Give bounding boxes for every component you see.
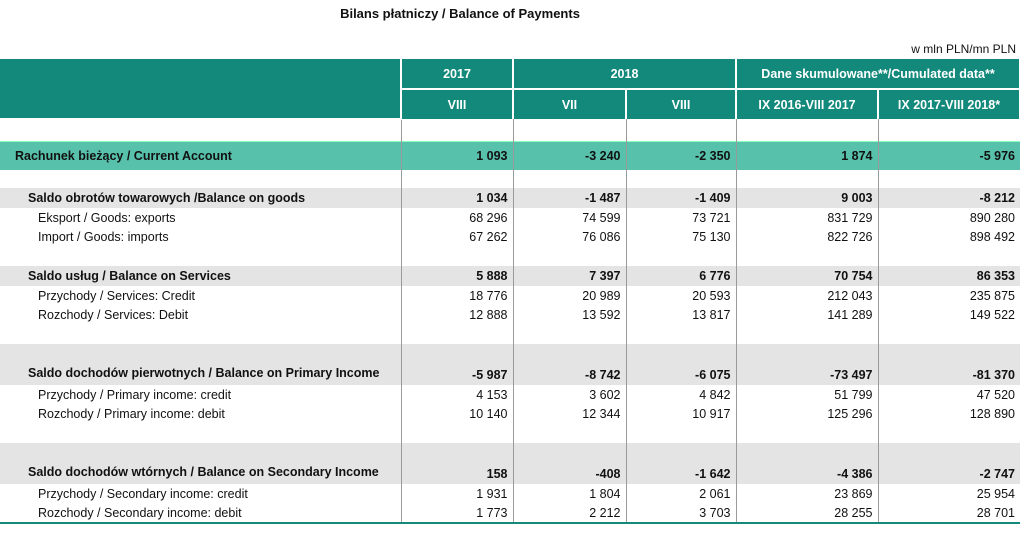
balance-of-payments-table <box>0 59 1021 524</box>
cell-value: 74 599 <box>513 208 626 227</box>
cell-value: 158 <box>401 443 513 484</box>
cell-value: -1 642 <box>626 443 736 484</box>
row-label: Przychody / Secondary income: credit <box>38 486 248 501</box>
cell-value: -2 350 <box>626 142 736 171</box>
spacer-row <box>0 246 1020 266</box>
header-corner <box>0 59 401 119</box>
cell-value: 3 703 <box>626 503 736 523</box>
cell-value: 18 776 <box>401 286 513 305</box>
cell-value: 73 721 <box>626 208 736 227</box>
row-label: Import / Goods: imports <box>38 229 169 244</box>
row-label: Rozchody / Services: Debit <box>38 307 189 322</box>
table-row-secondary-income <box>0 443 1020 484</box>
cell-value: 890 280 <box>878 208 1020 227</box>
cell-value: 1 034 <box>401 188 513 208</box>
cell-value: 25 954 <box>878 484 1020 503</box>
cell-value: 67 262 <box>401 227 513 246</box>
cell-value: -5 976 <box>878 142 1020 171</box>
cell-value: 75 130 <box>626 227 736 246</box>
cell-value: 76 086 <box>513 227 626 246</box>
cell-value: -408 <box>513 443 626 484</box>
cell-value: 822 726 <box>736 227 878 246</box>
table-row-goods <box>0 188 1020 208</box>
row-label: Przychody / Primary income: credit <box>38 387 232 402</box>
cell-value: 28 255 <box>736 503 878 523</box>
header-sub-col4: IX 2016-VIII 2017 <box>736 89 878 119</box>
header-sub-col1: VIII <box>401 89 513 119</box>
table-row-goods-exports <box>0 208 1020 227</box>
cell-value: -8 212 <box>878 188 1020 208</box>
cell-value: 2 212 <box>513 503 626 523</box>
cell-value: 3 602 <box>513 385 626 404</box>
cell-value: 831 729 <box>736 208 878 227</box>
cell-value: -2 747 <box>878 443 1020 484</box>
cell-value: 149 522 <box>878 305 1020 324</box>
cell-value: 86 353 <box>878 266 1020 286</box>
spacer-row <box>0 324 1020 344</box>
cell-value: 7 397 <box>513 266 626 286</box>
row-label: Saldo dochodów wtórnych / Balance on Secondary Income <box>0 443 401 484</box>
cell-value: 70 754 <box>736 266 878 286</box>
cell-value: -81 370 <box>878 344 1020 385</box>
cell-value: 9 003 <box>736 188 878 208</box>
cell-value: 23 869 <box>736 484 878 503</box>
cell-value: 28 701 <box>878 503 1020 523</box>
table-row-primary-income <box>0 344 1020 385</box>
row-label: Saldo usług / Balance on Services <box>0 266 401 286</box>
cell-value: -8 742 <box>513 344 626 385</box>
unit-label: w mln PLN/mn PLN <box>911 42 1016 56</box>
spacer-row <box>0 119 1020 142</box>
table-row-secondary-debit <box>0 503 1020 523</box>
cell-value: 4 153 <box>401 385 513 404</box>
cell-value: 13 817 <box>626 305 736 324</box>
cell-value: 51 799 <box>736 385 878 404</box>
cell-value: 898 492 <box>878 227 1020 246</box>
row-label: Saldo dochodów pierwotnych / Balance on Primary Income <box>0 344 401 385</box>
cell-value: -1 409 <box>626 188 736 208</box>
cell-value: 1 773 <box>401 503 513 523</box>
cell-value: 10 140 <box>401 404 513 423</box>
cell-value: 13 592 <box>513 305 626 324</box>
table-row-current-account <box>0 142 1020 171</box>
header-sub-col3: VIII <box>626 89 736 119</box>
cell-value: 125 296 <box>736 404 878 423</box>
cell-value: 2 061 <box>626 484 736 503</box>
cell-value: -5 987 <box>401 344 513 385</box>
table-row-services-debit <box>0 305 1020 324</box>
cell-value: 12 344 <box>513 404 626 423</box>
cell-value: 1 093 <box>401 142 513 171</box>
table-row-primary-credit <box>0 385 1020 404</box>
header-group-2017: 2017 <box>401 59 513 89</box>
header-sub-col2: VII <box>513 89 626 119</box>
row-label: Rozchody / Primary income: debit <box>38 406 225 421</box>
header-group-2018: 2018 <box>513 59 736 89</box>
cell-value: 6 776 <box>626 266 736 286</box>
row-label: Rozchody / Secondary income: debit <box>0 503 401 523</box>
cell-value: 212 043 <box>736 286 878 305</box>
cell-value: 20 989 <box>513 286 626 305</box>
cell-value: 128 890 <box>878 404 1020 423</box>
cell-value: -6 075 <box>626 344 736 385</box>
table-row-primary-debit <box>0 404 1020 423</box>
cell-value: 1 874 <box>736 142 878 171</box>
cell-value: 5 888 <box>401 266 513 286</box>
cell-value: 141 289 <box>736 305 878 324</box>
cell-value: 4 842 <box>626 385 736 404</box>
cell-value: 10 917 <box>626 404 736 423</box>
row-label: Przychody / Services: Credit <box>38 288 195 303</box>
table-row-secondary-credit <box>0 484 1020 503</box>
cell-value: 1 931 <box>401 484 513 503</box>
header-sub-col5: IX 2017-VIII 2018* <box>878 89 1020 119</box>
row-label: Eksport / Goods: exports <box>38 210 176 225</box>
cell-value: 20 593 <box>626 286 736 305</box>
cell-value: -1 487 <box>513 188 626 208</box>
cell-value: 47 520 <box>878 385 1020 404</box>
cell-value: -4 386 <box>736 443 878 484</box>
table-row-services <box>0 266 1020 286</box>
cell-value: 68 296 <box>401 208 513 227</box>
table-row-goods-imports <box>0 227 1020 246</box>
spacer-row <box>0 170 1020 188</box>
cell-value: 235 875 <box>878 286 1020 305</box>
cell-value: 1 804 <box>513 484 626 503</box>
cell-value: -73 497 <box>736 344 878 385</box>
cell-value: 12 888 <box>401 305 513 324</box>
header-group-cumulated: Dane skumulowane**/Cumulated data** <box>736 59 1020 89</box>
row-label: Saldo obrotów towarowych /Balance on goods <box>0 188 401 208</box>
spacer-row <box>0 423 1020 443</box>
cell-value: -3 240 <box>513 142 626 171</box>
row-label: Rachunek bieżący / Current Account <box>0 142 401 171</box>
page-title: Bilans płatniczy / Balance of Payments <box>340 6 580 21</box>
table-row-services-credit <box>0 286 1020 305</box>
